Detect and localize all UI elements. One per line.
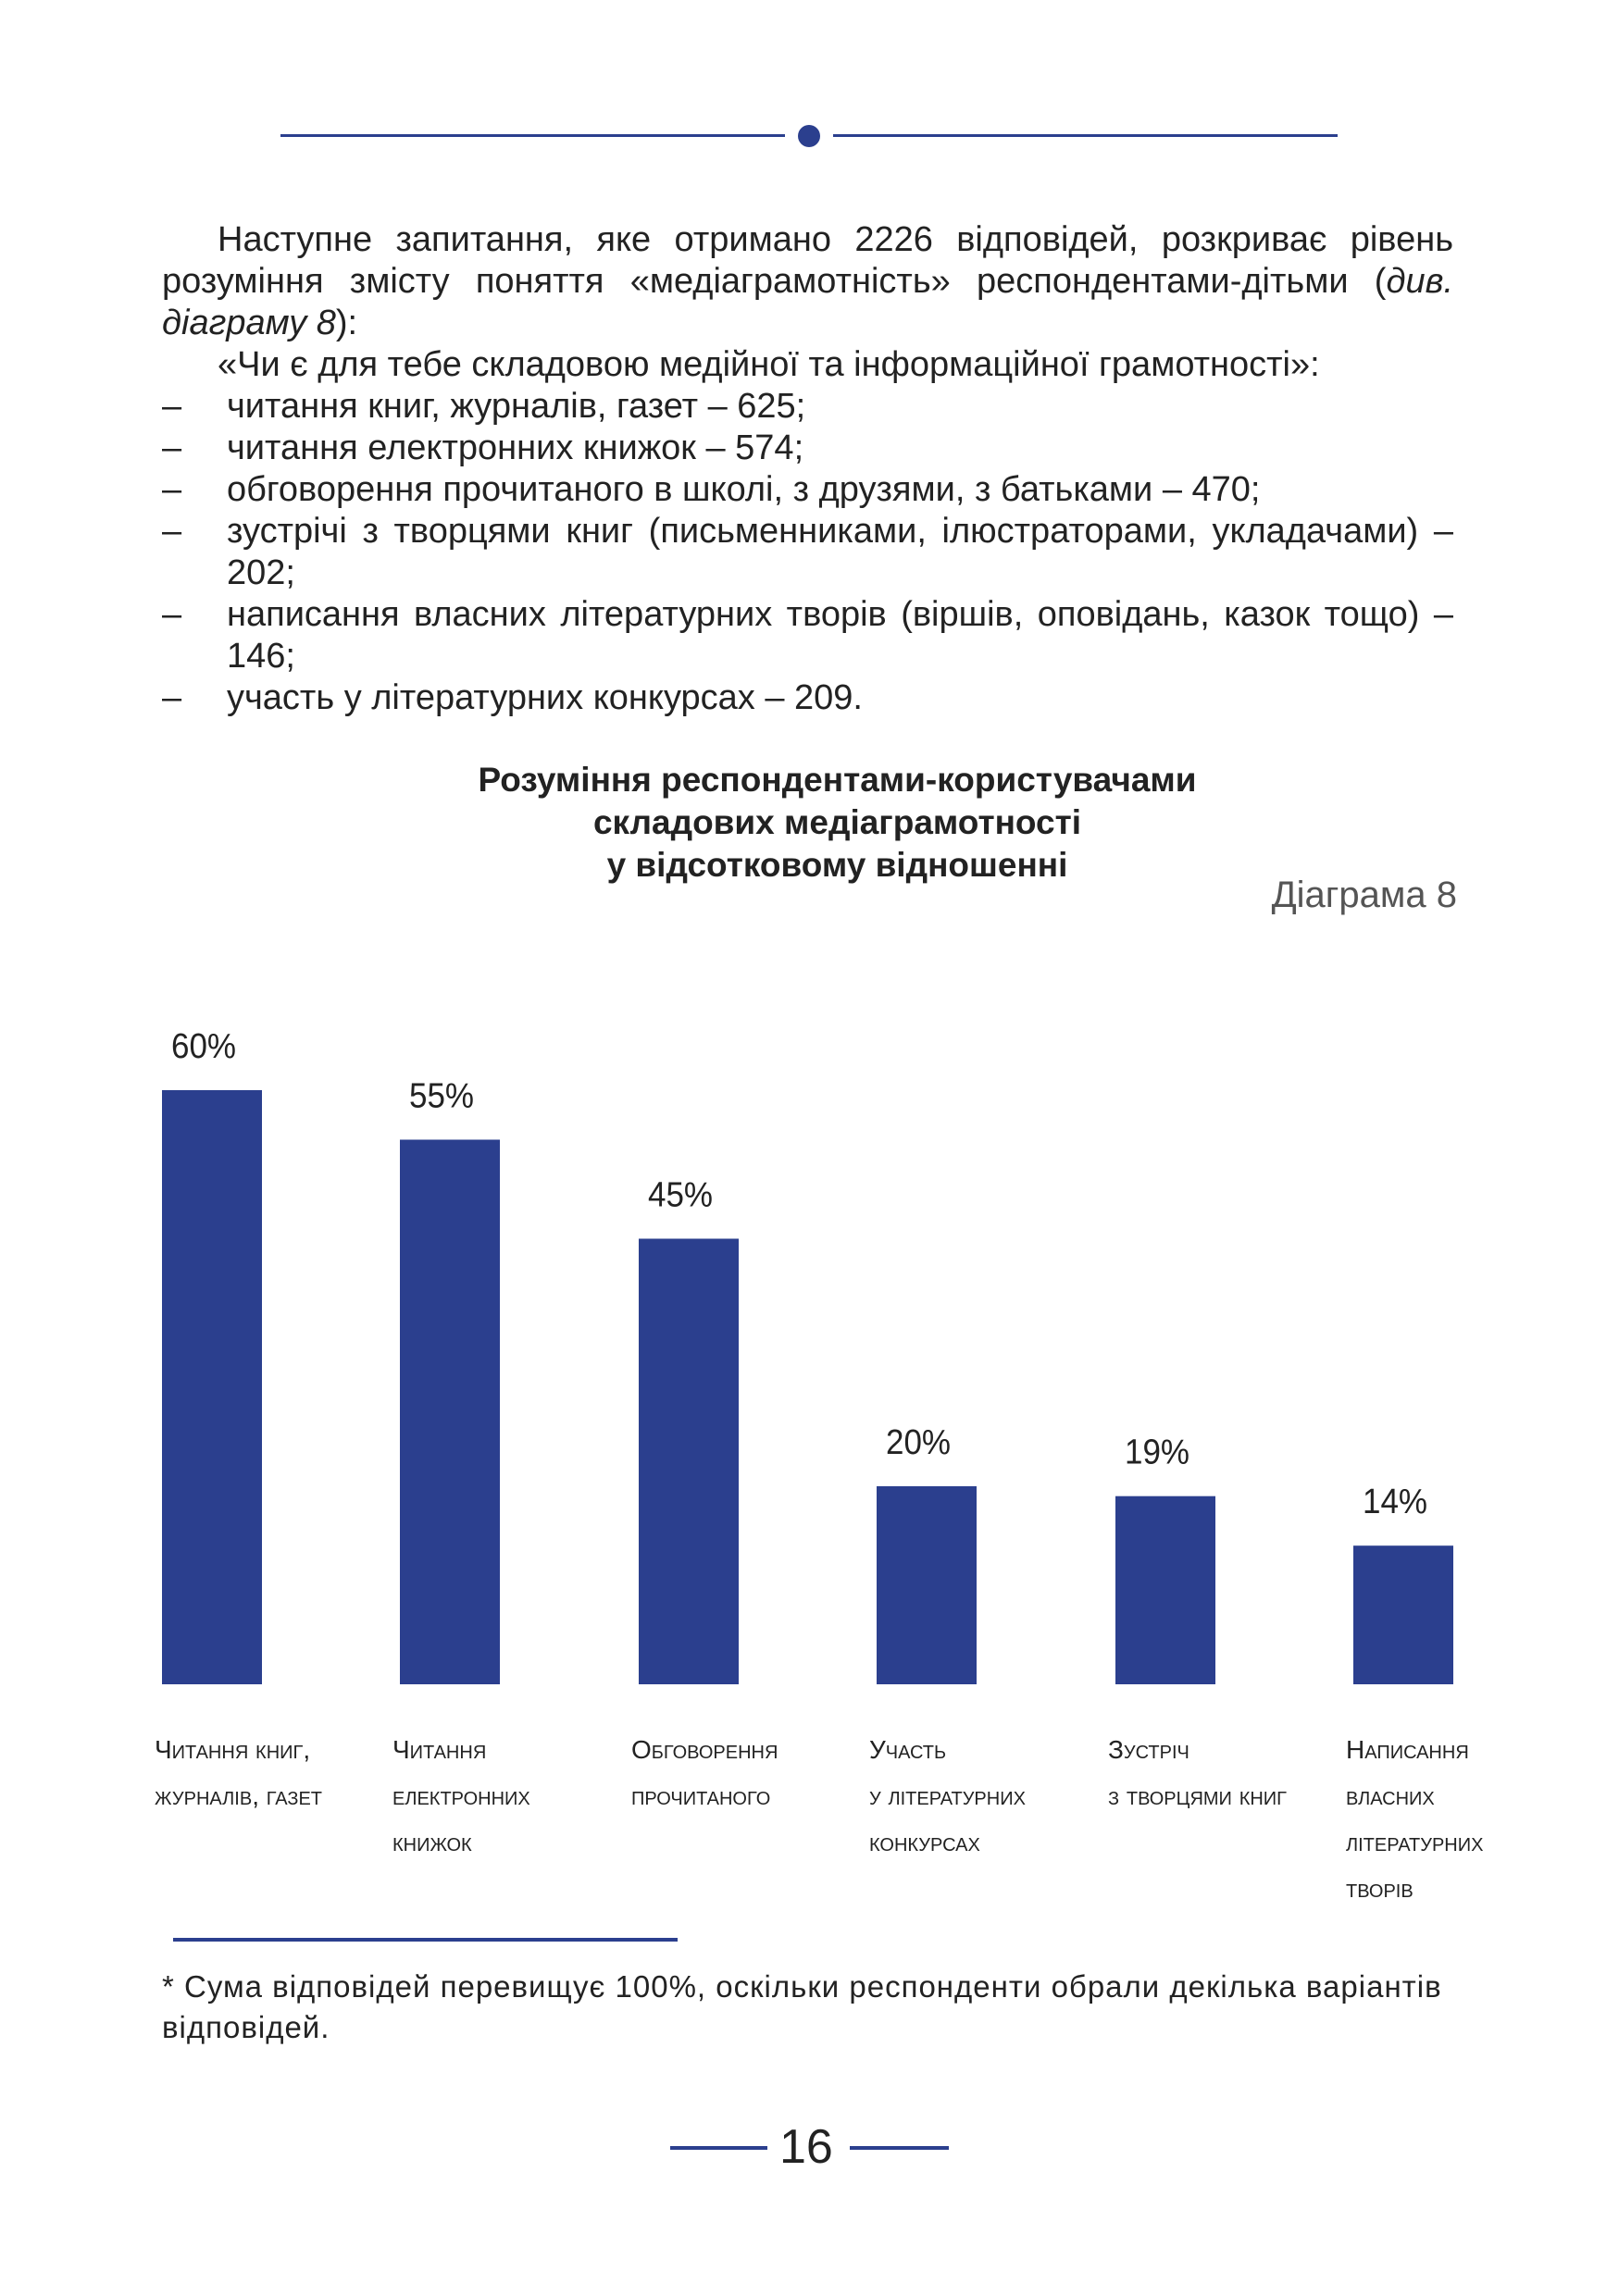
bar: [1353, 1545, 1453, 1684]
intro-text-a: Наступне запитання, яке отримано 2226 відповідей, розкриває рівень розуміння змісту поняття «медіаграмотність» респондентами-дітьми (: [162, 220, 1453, 301]
bar: [639, 1239, 739, 1685]
footnote-rule: [173, 1938, 678, 1942]
category-label: електронних: [392, 1781, 530, 1810]
category-label: конкурсах: [869, 1828, 980, 1856]
value-label: 45%: [648, 1175, 713, 1215]
question: «Чи є для тебе складовою медійної та інформаційної грамотності»:: [218, 345, 1320, 384]
diagram-label: Діаграма 8: [1271, 875, 1457, 915]
category-label: Участь: [869, 1735, 947, 1764]
dash-marker: –: [162, 387, 182, 426]
answer-text: читання книг, журналів, газет – 625;: [227, 387, 806, 426]
category-label: у літературних: [869, 1781, 1026, 1810]
diagram-reference: див. діаграму 8: [162, 262, 1453, 342]
category-label: власних: [1346, 1781, 1435, 1810]
dash-marker: –: [162, 595, 182, 634]
bar: [877, 1486, 977, 1684]
bar: [162, 1090, 262, 1684]
intro-text-b: ):: [335, 304, 358, 342]
category-label: з творцями книг: [1108, 1781, 1287, 1810]
dash-marker: –: [162, 678, 182, 717]
footnote: * Сума відповідей перевищує 100%, оскільки респонденти обрали декілька варіантів відповідей.: [162, 1969, 1442, 2044]
value-label: 20%: [886, 1423, 951, 1462]
answer-text: написання власних літературних творів (віршів, оповідань, казок тощо) – 146;: [227, 595, 1453, 676]
answer-text: обговорення прочитаного в школі, з друзями, з батьками – 470;: [227, 470, 1261, 509]
bar: [400, 1140, 500, 1685]
value-label: 14%: [1363, 1483, 1427, 1522]
category-label: журналів, газет: [155, 1781, 322, 1810]
category-label: Читання книг,: [155, 1735, 311, 1764]
category-label: літературних: [1346, 1828, 1484, 1856]
chart-title-line: у відсотковому відношенні: [606, 846, 1068, 884]
dash-marker: –: [162, 512, 182, 551]
value-label: 60%: [171, 1027, 236, 1066]
dash-marker: –: [162, 470, 182, 509]
chart-title-line: Розуміння респондентами-користувачами: [478, 761, 1197, 799]
page-rule-right: [850, 2146, 949, 2150]
page-rule-left: [670, 2146, 767, 2150]
value-label: 19%: [1125, 1433, 1189, 1472]
category-label: книжок: [392, 1828, 472, 1856]
answer-text: читання електронних книжок – 574;: [227, 428, 804, 467]
value-label: 55%: [409, 1076, 474, 1116]
category-label: прочитаного: [631, 1781, 771, 1810]
category-label: Написання: [1346, 1735, 1469, 1764]
chart-title-line: складових медіаграмотності: [592, 803, 1082, 841]
category-label: творів: [1346, 1874, 1414, 1903]
category-label: Обговорення: [631, 1735, 778, 1764]
category-label: Читання: [392, 1735, 487, 1764]
bar: [1115, 1496, 1215, 1684]
answer-text: зустрічі з творцями книг (письменниками, ілюстраторами, укладачами) – 202;: [227, 512, 1453, 592]
answer-text: участь у літературних конкурсах – 209.: [227, 678, 863, 717]
dash-marker: –: [162, 428, 182, 467]
page-number: 16: [779, 2120, 833, 2174]
category-label: Зустріч: [1108, 1735, 1189, 1764]
